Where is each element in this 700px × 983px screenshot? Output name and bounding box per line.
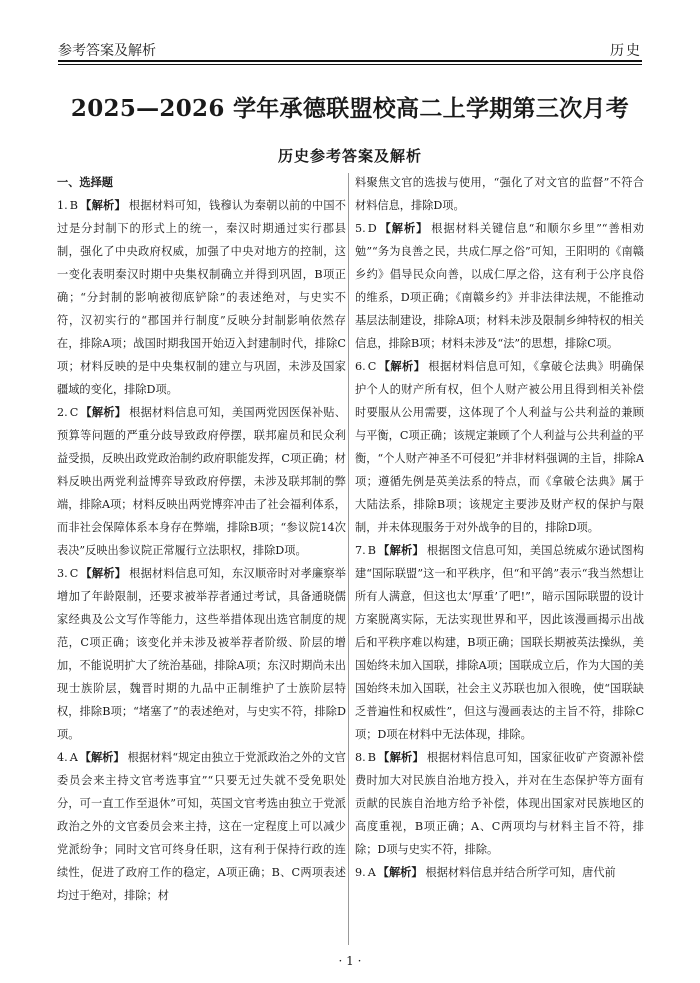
page-number: · 1 ·	[338, 954, 362, 968]
analysis-tag: 【解析】	[377, 543, 424, 557]
column-divider	[348, 173, 349, 945]
analysis-text-continued: 料聚焦文官的选拔与使用，“强化了对文官的监督”不符合材料信息，排除D项。	[355, 176, 644, 212]
answer-item-7	[355, 539, 644, 746]
section-heading: 一、选择题	[57, 175, 113, 189]
analysis-text: 根据材料信息并结合所学可知，唐代前	[425, 866, 616, 879]
page-title: 2025—2026 学年承德联盟校高二上学期第三次月考	[70, 95, 630, 122]
question-number: 1.	[57, 199, 68, 212]
analysis-text: 根据材料“规定由独立于党派政治之外的文官委员会来主持文官考选事宜”“只要无过失就不受免职处分，可一直工作至退休”可知，英国文官考选由独立于党派政治之外的文官委员会来主持，这在一定程度上可以减少党派纷争；同时文官可终身任职，这有利于保持行政的连续性，促进了政府工作的稳定，A项正确；B、C两项表述均过于绝对，排除；材	[57, 751, 346, 902]
analysis-tag: 【解析】	[79, 750, 125, 764]
answer-item-5	[355, 217, 644, 355]
header-rule-thin	[58, 64, 642, 65]
answer-letter: B	[367, 544, 376, 557]
question-number: 5.	[355, 222, 366, 235]
answer-item-1	[57, 194, 346, 401]
answer-item-9	[355, 861, 644, 884]
answer-letter: B	[69, 199, 78, 212]
question-number: 9.	[355, 866, 366, 879]
analysis-tag: 【解析】	[378, 359, 426, 373]
analysis-text: 根据图文信息可知，美国总统威尔逊试图构建“国际联盟”这一和平秩序，但“和平鸽”表示“我当然想让所有人满意，但这也太‘厚重’了吧!”，暗示国际联盟的设计方案脱离实际，无法实现世界和平，因此该漫画揭示出战后和平秩序难以构建，B项正确；国联长期被英法操纵，美国始终未加入国联，排除A项；国联成立后，作为大国的美国始终未加入国联，社会主义苏联也加入很晚，使“国联缺乏普遍性和权威性”，但这与漫画表达的主旨不符，排除C项；D项在材料中无法体现，排除。	[355, 544, 644, 741]
answer-item-2	[57, 401, 346, 562]
header-rule-thick	[58, 60, 642, 62]
question-number: 8.	[355, 751, 366, 764]
answer-letter: C	[69, 406, 79, 419]
question-number: 4.	[57, 751, 68, 764]
answer-item-4	[57, 746, 346, 907]
analysis-text: 根据材料关键信息“和顺尔乡里”“善相劝勉”“务为良善之民，共成仁厚之俗”可知，王阳明的《南赣乡约》倡导民众向善，以成仁厚之俗，这有利于公序良俗的维系，D项正确；《南赣乡约》并非法律法规，不能推动基层法制建设，排除A项；材料未涉及限制乡绅特权的相关信息，排除B项；材料未涉及“法”的思想，排除C项。	[355, 222, 644, 350]
question-number: 6.	[355, 360, 366, 373]
analysis-text: 根据材料信息可知，《拿破仑法典》明确保护个人的财产所有权，但个人财产被公用且得到相关补偿时要服从公用需要，这体现了个人利益与公共利益的兼顾与平衡，C项正确；该规定兼顾了个人利益与公共利益的平衡，“个人财产神圣不可侵犯”并非材料强调的主旨，排除A项；遵循先例是英美法系的特点，而《拿破仑法典》属于大陆法系，排除B项；该规定主要涉及财产权的保护与限制，并未体现服务于对外战争的目的，排除D项。	[355, 360, 644, 534]
question-number: 7.	[355, 544, 366, 557]
answer-item-6	[355, 355, 644, 539]
answer-letter: A	[367, 866, 376, 879]
analysis-tag: 【解析】	[377, 865, 423, 879]
answer-item-3	[57, 562, 346, 746]
question-number: 2.	[57, 406, 68, 419]
question-number: 3.	[57, 567, 68, 580]
answer-letter: A	[69, 751, 78, 764]
analysis-text: 根据材料可知，钱穆认为秦朝以前的中国不过是分封制下的形式上的统一，秦汉时期通过实行郡县制，强化了中央政府权威，加强了中央对地方的控制，这一变化表明秦汉时期中央集权制确立并得到巩固，B项正确；“分封制的影响被彻底铲除”的表述绝对，与史实不符，汉初实行的“郡国并行制度”反映分封制影响依然存在，排除A项；战国时期我国开始迈入封建制时代，排除C项；材料反映的是中央集权制的建立与巩固，未涉及国家疆域的变化，排除D项。	[57, 199, 346, 396]
answer-item-4-continued	[355, 171, 644, 217]
header-subject: 历史	[610, 43, 642, 59]
analysis-tag: 【解析】	[80, 566, 127, 580]
analysis-text: 根据材料信息可知，东汉顺帝时对孝廉察举增加了年龄限制，还要求被举荐者通过考试，具备通晓儒家经典及公文写作等能力，这些举措体现出选官制度的规范，C项正确；该变化并未涉及被举荐者阶级、阶层的增加，不能说明扩大了统治基础，排除A项；东汉时期尚未出现士族阶层，魏晋时期的九品中正制维护了士族阶层特权，排除B项；“堵塞了”的表述绝对，与史实不符，排除D项。	[57, 567, 346, 741]
right-column	[355, 171, 644, 951]
left-column	[57, 171, 346, 951]
analysis-tag: 【解析】	[80, 405, 127, 419]
answer-item-8	[355, 746, 644, 861]
analysis-text: 根据材料信息可知，美国两党因医保补贴、预算等问题的严重分歧导致政府停摆，联邦雇员和民众利益受损，反映出政党政治制约政府职能发挥，C项正确；材料反映出两党利益博弈导致政府停摆，未涉及联邦制的弊端，排除A项；材料反映出两党博弈冲击了社会福利体系，而非社会保障体系本身存在弊端，排除B项；“参议院14次表决”反映出参议院正常履行立法职权，排除D项。	[57, 406, 346, 557]
page-subtitle: 历史参考答案及解析	[277, 147, 422, 165]
answer-letter: B	[367, 751, 376, 764]
header-left: 参考答案及解析	[58, 43, 156, 59]
answer-letter: C	[69, 567, 79, 580]
analysis-text: 根据材料信息可知，国家征收矿产资源补偿费时加大对民族自治地方投入，并对在生态保护等方面有贡献的民族自治地方给予补偿，体现出国家对民族地区的高度重视，B项正确；A、C两项均与材料主旨不符，排除；D项与史实不符，排除。	[355, 751, 644, 856]
running-header	[58, 28, 642, 58]
analysis-tag: 【解析】	[79, 198, 126, 212]
analysis-tag: 【解析】	[378, 221, 429, 235]
analysis-tag: 【解析】	[377, 750, 424, 764]
answer-letter: C	[367, 360, 377, 373]
answer-letter: D	[367, 222, 377, 235]
